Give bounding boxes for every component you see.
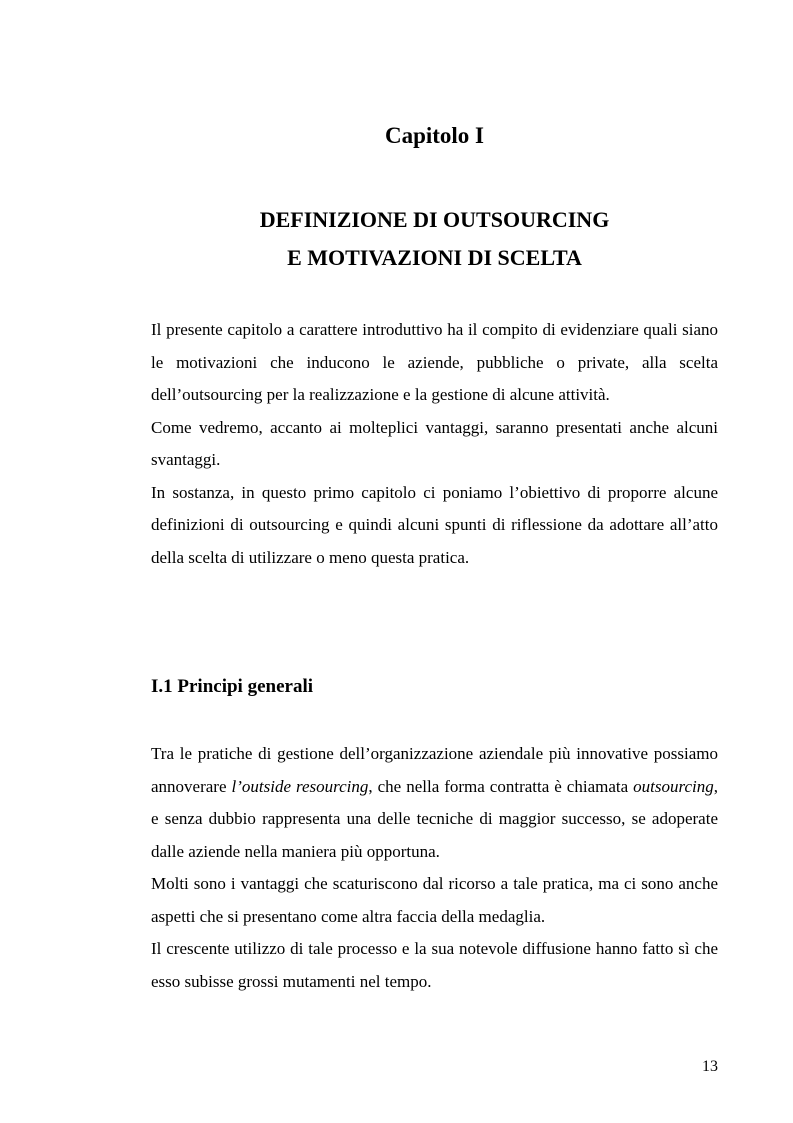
intro-paragraph-1: Il presente capitolo a carattere introduttivo ha il compito di evidenziare quali siano le motivazioni che inducono le aziende, pubbliche o private, alla scelta dell’outsourcing per la realizzazione e la gestione di alcune attività. xyxy=(151,320,718,404)
intro-text xyxy=(151,314,718,574)
chapter-title-line-2: E MOTIVAZIONI DI SCELTA xyxy=(287,245,582,270)
chapter-title xyxy=(151,201,718,277)
section-paragraph-1-emphasis-2: outsourcing xyxy=(633,776,714,796)
page-number: 13 xyxy=(702,1058,718,1075)
intro-paragraph-3: In sostanza, in questo primo capitolo ci poniamo l’obiettivo di proporre alcune definizioni di outsourcing e quindi alcuni spunti di riflessione da adottare all’atto della scelta di utilizzare o meno questa pratica. xyxy=(151,482,718,567)
section-body-text xyxy=(151,738,718,998)
section-paragraph-3: Il crescente utilizzo di tale processo e la sua notevole diffusione hanno fatto sì che esso subisse grossi mutamenti nel tempo. xyxy=(151,939,718,991)
section-paragraph-1-emphasis-1: l’outside resourcing xyxy=(231,776,369,796)
section-heading: I.1 Principi generali xyxy=(151,676,314,697)
section-paragraph-1 xyxy=(151,738,718,868)
section-paragraph-1-part-3: , e senza dubbio rappresenta una delle tecniche di maggior successo, se adoperate dalle aziende nella maniera più opportuna. xyxy=(151,776,718,861)
section-paragraph-1-part-2: , che nella forma contratta è chiamata xyxy=(368,776,634,796)
intro-paragraph-2: Come vedremo, accanto ai molteplici vantaggi, saranno presentati anche alcuni svantaggi. xyxy=(151,417,718,469)
chapter-label: Capitolo I xyxy=(384,123,485,148)
section-paragraph-2: Molti sono i vantaggi che scaturiscono dal ricorso a tale pratica, ma ci sono anche aspetti che si presentano come altra faccia della medaglia. xyxy=(151,874,718,926)
chapter-title-line-1: DEFINIZIONE DI OUTSOURCING xyxy=(259,207,610,232)
section-paragraph-1-part-1: Tra le pratiche di gestione dell’organizzazione aziendale più innovative possiamo annoverare xyxy=(151,744,718,796)
